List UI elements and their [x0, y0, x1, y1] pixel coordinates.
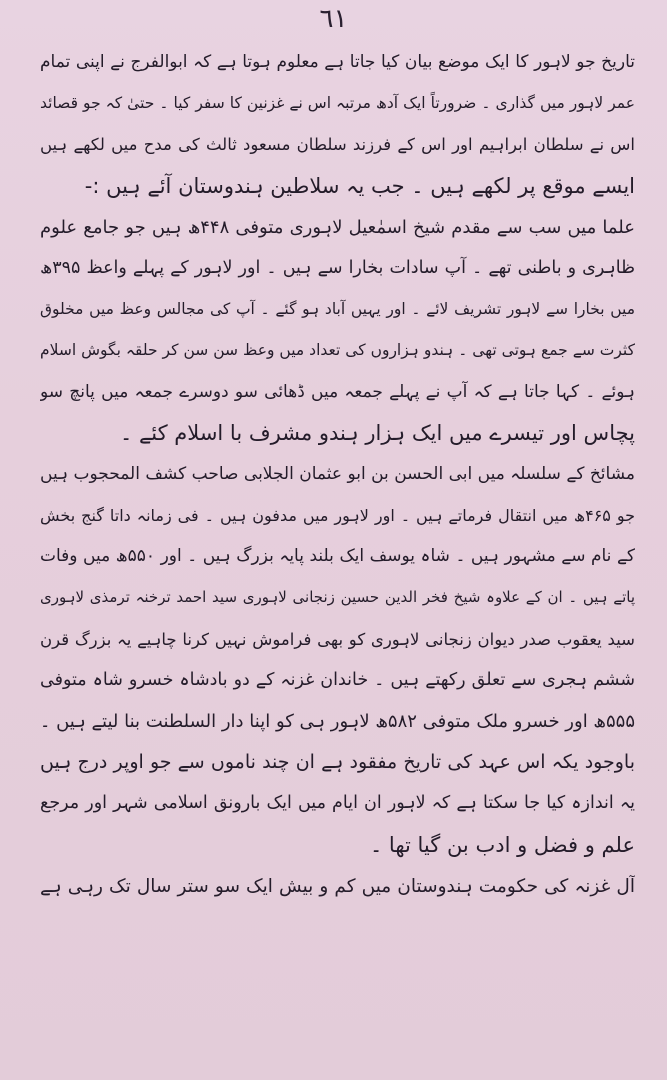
text-line: عمر لاہور میں گذاری ۔ ضرورتاً ایک آدھ مرتبہ اس نے غزنین کا سفر کیا ۔ حتیٰ کہ جو قصائد [40, 94, 635, 113]
text-line: پاتے ہیں ۔ ان کے علاوہ شیخ فخر الدین حسین زنجانی لاہوری سید احمد ترخنہ ترمذی لاہوری [40, 588, 635, 607]
text-line: پچاس اور تیسرے میں ایک ہزار ہندو مشرف با اسلام کئے ۔ [120, 420, 635, 445]
text-line: ۵۵۵ھ اور خسرو ملک متوفی ۵۸۲ھ لاہور ہی کو اپنا دار السلطنت بنا لیتے ہیں ۔ [40, 711, 635, 732]
text-line: تاریخ جو لاہور کا ایک موضع بیان کیا جاتا ہے معلوم ہوتا ہے کہ ابوالفرج نے اپنی تمام [40, 52, 635, 72]
text-line: میں بخارا سے لاہور تشریف لائے ۔ اور یہیں آباد ہو گئے ۔ آپ کی مجالس وعظ میں مخلوق [40, 300, 635, 319]
text-line: مشائخ کے سلسلہ میں ابی الحسن بن ابو عثمان الجلابی صاحب کشف المحجوب ہیں [40, 463, 635, 484]
text-line: علم و فضل و ادب بن گیا تھا ۔ [369, 832, 635, 857]
text-line: ایسے موقع پر لکھے ہیں ۔ جب یہ سلاطین ہندوستان آئے ہیں :- [84, 173, 635, 198]
text-line: ششم ہجری سے تعلق رکھتے ہیں ۔ خاندان غزنہ کے دو بادشاہ خسرو شاہ متوفی [40, 669, 635, 690]
text-line: کثرت سے جمع ہوتی تھی ۔ ہندو ہزاروں کی تعداد میں وعظ سن سن کر حلقہ بگوش اسلام [40, 341, 635, 360]
text-line: جو ۴۶۵ھ میں انتقال فرماتے ہیں ۔ اور لاہور میں مدفون ہیں ۔ فی زمانہ داتا گنج بخش [40, 506, 635, 526]
text-line: ظاہری و باطنی تھے ۔ آپ سادات بخارا سے ہیں ۔ اور لاہور کے پہلے واعظ ۳۹۵ھ [40, 257, 635, 278]
text-line: سید یعقوب صدر دیوان زنجانی لاہوری کو بھی فراموش نہیں کرنا چاہیے یہ بزرگ قرن [40, 629, 635, 649]
text-line: ہوئے ۔ کہا جاتا ہے کہ آپ نے پہلے جمعہ میں ڈھائی سو دوسرے جمعہ میں پانچ سو [40, 381, 635, 402]
text-line: اس نے سلطان ابراہیم اور اس کے فرزند سلطان مسعود ثالث کی مدح میں لکھے ہیں [40, 135, 635, 155]
text-line: کے نام سے مشہور ہیں ۔ شاہ یوسف ایک بلند پایہ بزرگ ہیں ۔ اور ۵۵۰ھ میں وفات [40, 546, 635, 567]
text-line: باوجود یکہ اس عہد کی تاریخ مفقود ہے ان چند ناموں سے جو اوپر درج ہیں [40, 751, 635, 774]
text-line: یہ اندازہ کیا جا سکتا ہے کہ لاہور ان ایام میں ایک بارونق اسلامی شہر اور مرجع [40, 793, 635, 814]
body-text [40, 42, 635, 907]
text-line: علما میں سب سے مقدم شیخ اسمٰعیل لاہوری متوفی ۴۴۸ھ ہیں جو جامع علوم [40, 216, 635, 238]
text-line: آل غزنہ کی حکومت ہندوستان میں کم و بیش ایک سو ستر سال تک رہی ہے [40, 875, 635, 897]
page-number: ٦١ [319, 4, 348, 34]
